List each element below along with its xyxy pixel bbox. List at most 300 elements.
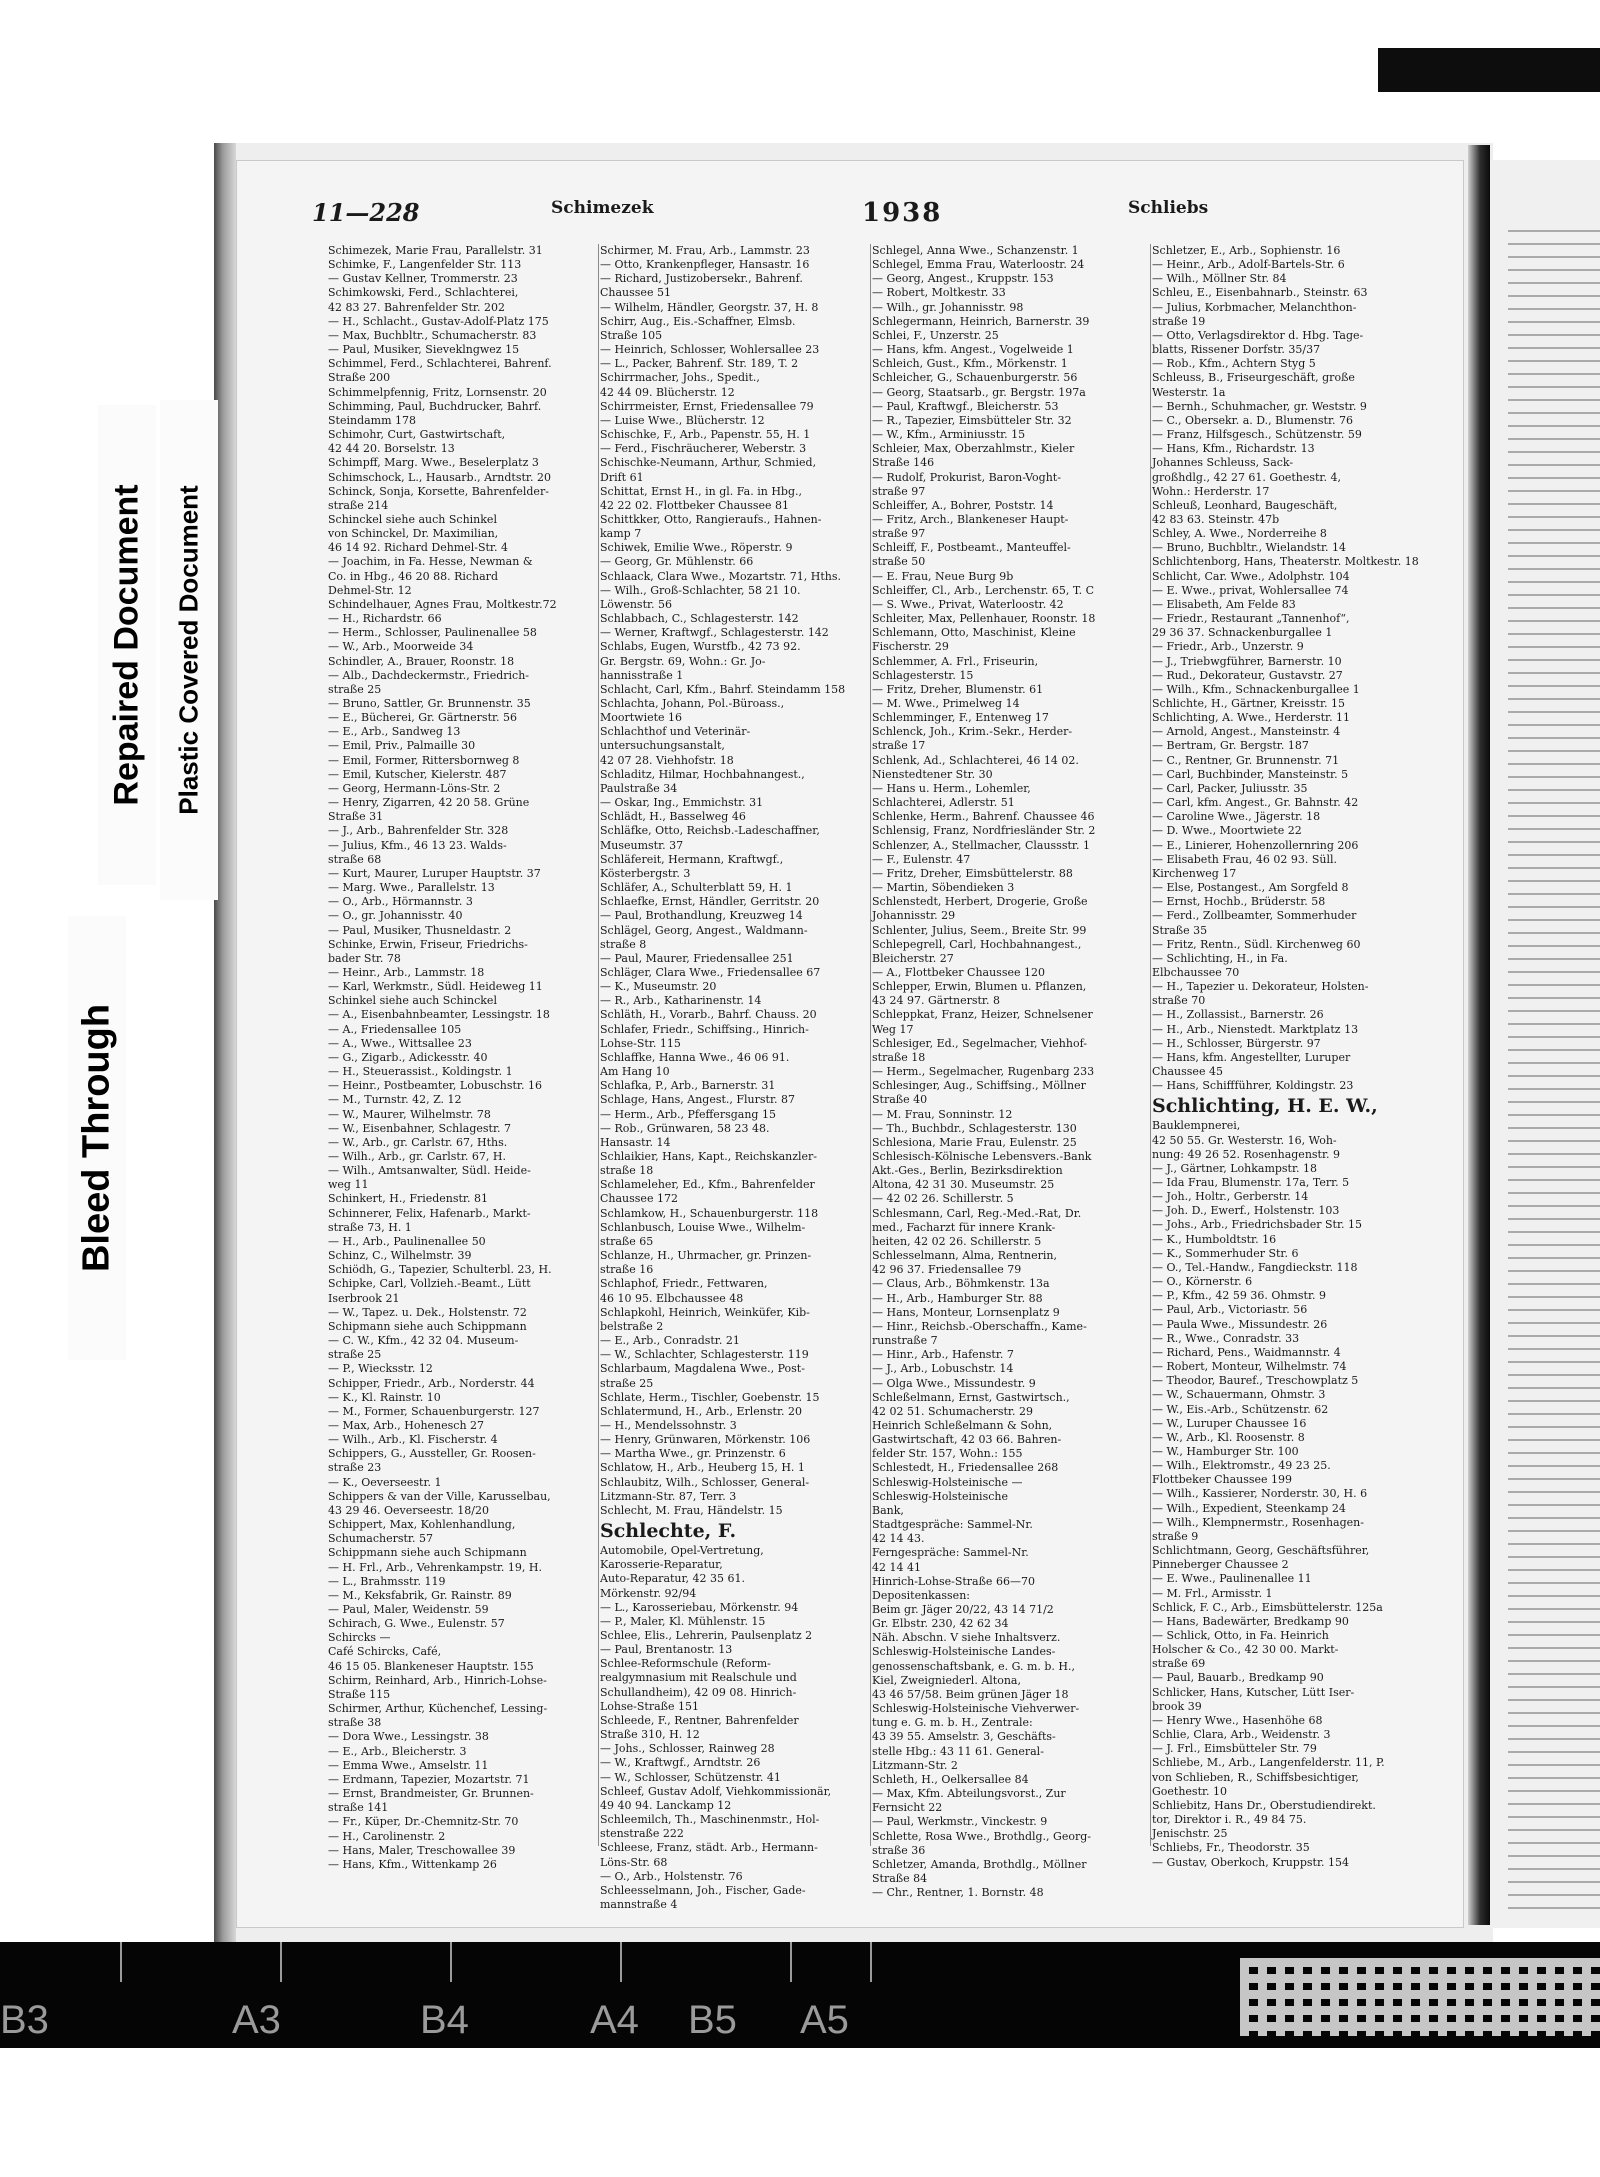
entry-line: — Fritz, Rentn., Südl. Kirchenweg 60 xyxy=(1152,937,1361,951)
bleed-through-label: Bleed Through xyxy=(75,1003,118,1273)
entry-line: — Hans, kfm. Angestellter, Luruper xyxy=(1152,1050,1351,1064)
entry-line: — Hinr., Reichsb.-Oberschaffn., Kame- xyxy=(872,1319,1087,1333)
entry-line: Schlicht, Car. Wwe., Adolphstr. 104 xyxy=(1152,569,1350,583)
entry-line: 49 40 94. Lanckamp 12 xyxy=(600,1798,732,1812)
entry-line: — Richard, Justizobersekr., Bahrenf. xyxy=(600,272,803,286)
entry-line: — H., Schlacht., Gustav-Adolf-Platz 175 xyxy=(328,314,549,328)
entry-line: Schletzer, E., Arb., Sophienstr. 16 xyxy=(1152,244,1341,257)
entry-line: — Georg, Hermann-Löns-Str. 2 xyxy=(328,781,501,795)
entry-line: — Otto, Verlagsdirektor d. Hbg. Tage- xyxy=(1152,328,1364,342)
entry-line: — H., Steuerassist., Koldingstr. 1 xyxy=(328,1065,513,1079)
entry-line: straße 25 xyxy=(328,682,382,696)
entry-line: Schlicker, Hans, Kutscher, Lütt Iser- xyxy=(1152,1685,1355,1699)
entry-line: Straße 31 xyxy=(328,810,384,824)
entry-line: Schleiffer, A., Bohrer, Poststr. 14 xyxy=(872,498,1054,512)
entry-line: — R., Arb., Katharinenstr. 14 xyxy=(600,994,762,1008)
entry-line: — F., Eulenstr. 47 xyxy=(872,852,971,866)
entry-line: Co. in Hbg., 46 20 88. Richard xyxy=(328,569,498,583)
ruler-tick xyxy=(280,1942,282,1982)
entry-line: — W., Schlachter, Schlagesterstr. 119 xyxy=(600,1348,809,1362)
entry-line: — Julius, Kfm., 46 13 23. Walds- xyxy=(328,838,507,852)
entry-line: — Fr., Küper, Dr.-Chemnitz-Str. 70 xyxy=(328,1815,519,1829)
entry-line: — Wilh., Arb., gr. Carlstr. 67, H. xyxy=(328,1150,506,1163)
entry-line: straße 68 xyxy=(328,852,382,866)
entry-line: Löwenstr. 56 xyxy=(600,597,673,611)
entry-line: Litzmann-Str. 2 xyxy=(872,1758,958,1772)
entry-line: Straße 35 xyxy=(1152,923,1208,937)
entry-line: — Franz, Hilfsgesch., Schützenstr. 59 xyxy=(1152,428,1362,442)
entry-line: Fischerstr. 29 xyxy=(872,640,949,654)
entry-line: Schlate, Herm., Tischler, Goebenstr. 15 xyxy=(600,1390,820,1404)
entry-line: Schlägel, Georg, Angest., Waldmann- xyxy=(600,923,808,937)
entry-line: — L., Packer, Bahrenf. Str. 189, T. 2 xyxy=(600,357,799,371)
entry-line: — C. W., Kfm., 42 32 04. Museum- xyxy=(328,1334,519,1348)
entry-line: — Joh., Holtr., Gerberstr. 14 xyxy=(1152,1190,1309,1204)
entry-line: straße 38 xyxy=(328,1716,382,1730)
entry-line: Schinke, Erwin, Friseur, Friedrichs- xyxy=(328,937,528,951)
entry-line: Schimohr, Curt, Gastwirtschaft, xyxy=(328,428,506,442)
entry-line: realgymnasium mit Realschule und xyxy=(600,1671,797,1685)
entry-line: — W., Kraftwgf., Arndtstr. 26 xyxy=(600,1756,761,1770)
header-year: 1938 xyxy=(862,198,943,228)
entry-line: Karosserie-Reparatur, xyxy=(600,1558,723,1572)
entry-line: Heinrich Schleßelmann & Sohn, xyxy=(872,1418,1053,1432)
entry-line: Schliebitz, Hans Dr., Oberstudiendirekt. xyxy=(1152,1798,1376,1812)
entry-line: 42 44 20. Borselstr. 13 xyxy=(328,442,455,456)
entry-line: straße 25 xyxy=(328,1348,382,1362)
entry-line: Schlafer, Friedr., Schiffsing., Hinrich- xyxy=(600,1022,809,1036)
entry-line: Schläfer, A., Schulterblatt 59, H. 1 xyxy=(600,881,793,895)
entry-line: straße 19 xyxy=(1152,314,1206,328)
entry-line: — Henry, Grünwaren, Mörkenstr. 106 xyxy=(600,1433,811,1447)
plastic-covered-tag xyxy=(160,400,218,900)
entry-line: 43 29 46. Oeverseestr. 18/20 xyxy=(328,1503,489,1517)
entry-line: — Caroline Wwe., Jägerstr. 18 xyxy=(1152,810,1321,824)
entry-line: — Wilh., Kfm., Schnackenburgallee 1 xyxy=(1152,682,1360,696)
header-keyword-left: Schimezek xyxy=(551,198,654,218)
entry-line: straße 69 xyxy=(1152,1657,1206,1671)
entry-line: — Paul, Maurer, Friedensallee 251 xyxy=(600,951,794,965)
entry-line: 43 46 57/58. Beim grünen Jäger 18 xyxy=(872,1687,1069,1701)
entry-line: Schlabbach, C., Schlagesterstr. 142 xyxy=(600,612,799,626)
entry-line: Schleicher, G., Schauenburgerstr. 56 xyxy=(872,371,1078,385)
entry-line: — Hans, Kfm., Richardstr. 13 xyxy=(1152,442,1315,456)
entry-line: mannstraße 4 xyxy=(600,1897,678,1911)
entry-line: Schlachterei, Adlerstr. 51 xyxy=(872,796,1015,810)
entry-line: Straße 310, H. 12 xyxy=(600,1728,700,1742)
entry-line: — J. Frl., Eimsbütteler Str. 79 xyxy=(1152,1742,1317,1756)
entry-line: Chaussee 51 xyxy=(600,286,671,300)
entry-line: Schlestedt, H., Friedensallee 268 xyxy=(872,1461,1059,1475)
entry-line: Schumacherstr. 57 xyxy=(328,1532,433,1546)
entry-line: — Werner, Kraftwgf., Schlagesterstr. 142 xyxy=(600,626,829,640)
entry-line: Schlesmann, Carl, Reg.-Med.-Rat, Dr. xyxy=(872,1206,1082,1220)
entry-line: straße 17 xyxy=(872,739,926,753)
entry-line: — Luise Wwe., Blücherstr. 12 xyxy=(600,413,765,427)
entry-line: Schimschock, L., Hausarb., Arndtstr. 20 xyxy=(328,470,551,484)
entry-line: — Georg, Angest., Kruppstr. 153 xyxy=(872,272,1054,286)
entry-line: 42 83 63. Steinstr. 47b xyxy=(1152,512,1280,526)
entry-line: Johannisstr. 29 xyxy=(872,909,956,923)
entry-line: Straße 40 xyxy=(872,1093,928,1107)
entry-line: straße 23 xyxy=(328,1461,382,1475)
entry-line: — Hans, Badewärter, Bredkamp 90 xyxy=(1152,1614,1349,1628)
entry-line: Schlemminger, F., Entenweg 17 xyxy=(872,711,1049,725)
entry-line: — Friedr., Arb., Unzerstr. 9 xyxy=(1152,640,1304,654)
entry-line: Schlee-Reformschule (Reform- xyxy=(600,1657,771,1671)
entry-line: — W., Tapez. u. Dek., Holstenstr. 72 xyxy=(328,1305,527,1319)
entry-line: Hansastr. 14 xyxy=(600,1135,671,1149)
entry-line: — Ferd., Fischräucherer, Weberstr. 3 xyxy=(600,442,807,456)
entry-line: Schlichtmann, Georg, Geschäftsführer, xyxy=(1152,1544,1370,1558)
ruler-label: A3 xyxy=(232,1998,281,2042)
entry-line: Schlenck, Joh., Krim.-Sekr., Herder- xyxy=(872,725,1073,739)
entry-line: — Paul, Werkmstr., Vinckestr. 9 xyxy=(872,1815,1048,1829)
entry-line: stenstraße 222 xyxy=(600,1827,684,1841)
entry-line: Straße 84 xyxy=(872,1871,928,1885)
ruler-tick xyxy=(620,1942,622,1982)
entry-line: — H., Arb., Paulinenallee 50 xyxy=(328,1234,486,1248)
entry-line: Schladitz, Hilmar, Hochbahnangest., xyxy=(600,767,805,781)
entry-line: Schlenke, Herm., Bahrenf. Chaussee 46 xyxy=(872,810,1095,824)
entry-line: Schlick, F. C., Arb., Eimsbüttelerstr. 125a xyxy=(1152,1600,1383,1614)
entry-line: — Th., Buchbdr., Schlagesterstr. 130 xyxy=(872,1121,1077,1135)
entry-line: 42 50 55. Gr. Westerstr. 16, Woh- xyxy=(1152,1133,1337,1147)
entry-line: Pinneberger Chaussee 2 xyxy=(1152,1558,1289,1572)
page-number: 11—228 xyxy=(312,198,420,227)
entry-line: 46 15 05. Blankeneser Hauptstr. 155 xyxy=(328,1659,534,1673)
entry-line: Litzmann-Str. 87, Terr. 3 xyxy=(600,1489,737,1503)
entry-line: Schläth, H., Vorarb., Bahrf. Chauss. 20 xyxy=(600,1008,817,1022)
entry-line: — J., Arb., Lobuschstr. 14 xyxy=(872,1362,1014,1376)
ruler-check-pattern xyxy=(1240,1958,1600,2036)
entry-line: — Henry, Zigarren, 42 20 58. Grüne xyxy=(328,796,530,810)
entry-line: — Robert, Monteur, Wilhelmstr. 74 xyxy=(1152,1360,1347,1374)
corner-black-band xyxy=(1378,48,1600,92)
entry-line: Akt.-Ges., Berlin, Bezirksdirektion xyxy=(872,1164,1063,1178)
entry-line: — Martha Wwe., gr. Prinzenstr. 6 xyxy=(600,1447,786,1461)
entry-line: Fernsicht 22 xyxy=(872,1801,943,1815)
entry-line: Schlädt, H., Basselweg 46 xyxy=(600,810,746,824)
entry-line: — Arnold, Angest., Mansteinstr. 4 xyxy=(1152,725,1341,739)
entry-line: 42 83 27. Bahrenfelder Str. 202 xyxy=(328,300,505,314)
entry-line: Westerstr. 1a xyxy=(1152,385,1226,399)
entry-line: Schirm, Reinhard, Arb., Hinrich-Lohse- xyxy=(328,1673,547,1687)
entry-line: Schlaefke, Ernst, Händler, Gerritstr. 20 xyxy=(600,895,820,909)
entry-line: — E. Wwe., Paulinenallee 11 xyxy=(1152,1572,1312,1586)
entry-line: Schleiter, Max, Pellenhauer, Roonstr. 18 xyxy=(872,612,1096,626)
entry-line: Schleese, Franz, städt. Arb., Hermann- xyxy=(600,1841,818,1855)
entry-line: — W., Arb., gr. Carlstr. 67, Hths. xyxy=(328,1135,508,1149)
entry-line: — Friedr., Restaurant „Tannenhof“, xyxy=(1152,612,1350,626)
entry-line: Schullandheim), 42 09 08. Hinrich- xyxy=(600,1685,797,1699)
entry-line: — Claus, Arb., Böhmkenstr. 13a xyxy=(872,1277,1050,1291)
page-header xyxy=(236,198,1464,232)
entry-line: — Paul, Musiker, Thusneldastr. 2 xyxy=(328,923,512,937)
entry-line: Schischke, F., Arb., Papenstr. 55, H. 1 xyxy=(600,428,811,442)
entry-line: Schindelhauer, Agnes Frau, Moltkestr.72 xyxy=(328,597,557,611)
entry-line: Schiwek, Emilie Wwe., Röperstr. 9 xyxy=(600,541,793,555)
entry-line: Schlaikier, Hans, Kapt., Reichskanzler- xyxy=(600,1150,818,1163)
entry-line: Schippmann siehe auch Schipmann xyxy=(328,1546,527,1560)
entry-line: — Paul, Bauarb., Bredkamp 90 xyxy=(1152,1671,1324,1685)
entry-line: — Theodor, Bauref., Treschowplatz 5 xyxy=(1152,1374,1359,1388)
entry-line: bader Str. 78 xyxy=(328,951,401,965)
adjacent-page-text xyxy=(1508,230,1600,1910)
entry-line: 42 14 41 xyxy=(872,1560,921,1574)
entry-line: straße 9 xyxy=(1152,1529,1199,1543)
entry-line: — W., Schlosser, Schützenstr. 41 xyxy=(600,1770,781,1784)
entry-line: Goethestr. 10 xyxy=(1152,1784,1228,1798)
ruler-label: B4 xyxy=(420,1998,469,2042)
entry-line: 42 22 02. Flottbeker Chaussee 81 xyxy=(600,498,790,512)
entry-line: Schlenstedt, Herbert, Drogerie, Große xyxy=(872,895,1088,909)
entry-line: Schlesiona, Marie Frau, Eulenstr. 25 xyxy=(872,1135,1077,1149)
entry-line: Schläger, Clara Wwe., Friedensallee 67 xyxy=(600,965,821,979)
entry-line: belstraße 2 xyxy=(600,1319,664,1333)
entry-line: genossenschaftsbank, e. G. m. b. H., xyxy=(872,1659,1076,1673)
entry-line: — M., Turnstr. 42, Z. 12 xyxy=(328,1093,462,1107)
entry-line: Schleier, Max, Oberzahlmstr., Kieler xyxy=(872,442,1075,456)
entry-line: Schleich, Gust., Kfm., Mörkenstr. 1 xyxy=(872,357,1068,371)
entry-line: Stadtgespräche: Sammel-Nr. xyxy=(872,1518,1033,1532)
entry-line: — L., Karosseriebau, Mörkenstr. 94 xyxy=(600,1600,799,1614)
entry-line: Schirach, G. Wwe., Eulenstr. 57 xyxy=(328,1617,505,1631)
entry-line: Schipmann siehe auch Schippmann xyxy=(328,1319,527,1333)
entry-line: Schlesisch-Kölnische Lebensvers.-Bank xyxy=(872,1150,1092,1163)
entry-line: Gr. Bergstr. 69, Wohn.: Gr. Jo- xyxy=(600,654,766,668)
entry-line: weg 11 xyxy=(328,1178,369,1192)
entry-line: Automobile, Opel-Vertretung, xyxy=(600,1544,764,1558)
entry-line: Jenischstr. 25 xyxy=(1152,1827,1228,1841)
entry-line: — P., Wiecksstr. 12 xyxy=(328,1362,433,1376)
entry-line: — Wilh., Kassierer, Norderstr. 30, H. 6 xyxy=(1152,1487,1368,1501)
entry-line: Gastwirtschaft, 42 03 66. Bahren- xyxy=(872,1433,1062,1447)
scale-ruler xyxy=(0,1942,1600,2048)
entry-line: straße 141 xyxy=(328,1801,389,1815)
entry-line: — A., Flottbeker Chaussee 120 xyxy=(872,965,1045,979)
entry-line: Schinkel siehe auch Schinckel xyxy=(328,994,497,1008)
entry-line: Kiel, Zweigniederl. Altona, xyxy=(872,1673,1021,1687)
entry-line: Schlatermund, H., Arb., Erlenstr. 20 xyxy=(600,1404,803,1418)
entry-line: hannisstraße 1 xyxy=(600,668,684,682)
entry-line: Iserbrook 21 xyxy=(328,1291,400,1305)
entry-line: — E., Arb., Conradstr. 21 xyxy=(600,1334,740,1348)
entry-line: untersuchungsanstalt, xyxy=(600,739,725,753)
entry-line: — W., Kfm., Arminiusstr. 15 xyxy=(872,428,1026,442)
entry-line: — Hans, Kfm., Wittenkamp 26 xyxy=(328,1857,497,1871)
entry-line: — Paula Wwe., Missundestr. 26 xyxy=(1152,1317,1328,1331)
entry-line: — E., Bücherei, Gr. Gärtnerstr. 56 xyxy=(328,711,518,725)
ruler-label: B5 xyxy=(688,1998,737,2042)
entry-line: Schlenter, Julius, Seem., Breite Str. 99 xyxy=(872,923,1087,937)
entry-line: Schipper, Friedr., Arb., Norderstr. 44 xyxy=(328,1376,535,1390)
entry-line: Schleemilch, Th., Maschinenmstr., Hol- xyxy=(600,1813,820,1827)
entry-line: — K., Sommerhuder Str. 6 xyxy=(1152,1246,1299,1260)
entry-line: — M. Frau, Sonninstr. 12 xyxy=(872,1107,1013,1121)
entry-line: Altona, 42 31 30. Museumstr. 25 xyxy=(872,1178,1055,1192)
entry-line: — Ernst, Brandmeister, Gr. Brunnen- xyxy=(328,1787,534,1801)
entry-line: Schirr, Aug., Eis.-Schaffner, Elmsb. xyxy=(600,314,796,328)
entry-line: Schlaphof, Friedr., Fettwaren, xyxy=(600,1277,768,1291)
entry-line: — J., Triebwgführer, Barnerstr. 10 xyxy=(1152,654,1342,668)
entry-line: straße 70 xyxy=(1152,994,1206,1008)
entry-line: Depositenkassen: xyxy=(872,1588,970,1602)
entry-line: Schlaubitz, Wilh., Schlosser, General- xyxy=(600,1475,810,1489)
entry-line: Schinnerer, Felix, Hafenarb., Markt- xyxy=(328,1206,531,1220)
entry-line: Schlepper, Erwin, Blumen u. Pflanzen, xyxy=(872,980,1087,994)
entry-line: straße 73, H. 1 xyxy=(328,1220,412,1234)
entry-line: Chaussee 45 xyxy=(1152,1065,1223,1079)
entry-line: — W., Hamburger Str. 100 xyxy=(1152,1444,1299,1458)
entry-line: — Joachim, in Fa. Hesse, Newman & xyxy=(328,555,533,569)
entry-line: 29 36 37. Schnackenburgallee 1 xyxy=(1152,626,1333,640)
entry-line: Straße 146 xyxy=(872,456,935,470)
entry-line: Schippers, G., Aussteller, Gr. Roosen- xyxy=(328,1447,536,1461)
entry-line: — H., Arb., Hamburger Str. 88 xyxy=(872,1291,1043,1305)
entry-line: — Richard, Pens., Waidmannstr. 4 xyxy=(1152,1345,1341,1359)
entry-line: — Ferd., Zollbeamter, Sommerhuder xyxy=(1152,909,1357,923)
entry-line: Schlichting, H. E. W., xyxy=(1152,1095,1378,1118)
entry-line: — Wilh., Möllner Str. 84 xyxy=(1152,272,1287,286)
entry-line: — S. Wwe., Privat, Waterloostr. 42 xyxy=(872,597,1064,611)
entry-line: — M. Frl., Armisstr. 1 xyxy=(1152,1586,1273,1600)
entry-line: Schlenzer, A., Stellmacher, Claussstr. 1 xyxy=(872,838,1090,852)
entry-line: — W., Maurer, Wilhelmstr. 78 xyxy=(328,1107,491,1121)
entry-line: felder Str. 157, Wohn.: 155 xyxy=(872,1447,1023,1461)
entry-line: — Alb., Dachdeckermstr., Friedrich- xyxy=(328,668,529,682)
entry-line: — Rudolf, Prokurist, Baron-Voght- xyxy=(872,470,1061,484)
header-keyword-right: Schliebs xyxy=(1128,198,1209,218)
entry-line: Schlabs, Eugen, Wurstfb., 42 73 92. xyxy=(600,640,801,654)
entry-line: — Bruno, Buchbltr., Wielandstr. 14 xyxy=(1152,541,1347,555)
entry-line: Museumstr. 37 xyxy=(600,838,684,852)
listing-column-3 xyxy=(872,244,1150,1900)
entry-line: — K., Museumstr. 20 xyxy=(600,980,717,994)
entry-line: — P., Kfm., 42 59 36. Ohmstr. 9 xyxy=(1152,1289,1326,1303)
entry-line: Bauklempnerei, xyxy=(1152,1119,1241,1133)
entry-line: Schleede, F., Rentner, Bahrenfelder xyxy=(600,1713,799,1727)
entry-line: — W., Schauermann, Ohmstr. 3 xyxy=(1152,1388,1326,1402)
listing-column-1 xyxy=(328,244,598,1871)
entry-line: Kirchenweg 17 xyxy=(1152,866,1237,880)
entry-line: Auto-Reparatur, 42 35 61. xyxy=(600,1572,746,1586)
entry-line: Näh. Abschn. V siehe Inhaltsverz. xyxy=(872,1631,1061,1645)
entry-line: Schinkert, H., Friedenstr. 81 xyxy=(328,1192,488,1206)
entry-line: Schlichtenborg, Hans, Theaterstr. Moltkestr. 18 xyxy=(1152,555,1419,569)
entry-line: Schlameleher, Ed., Kfm., Bahrenfelder xyxy=(600,1178,815,1192)
entry-line: — P., Maler, Kl. Mühlenstr. 15 xyxy=(600,1614,766,1628)
entry-line: 46 14 92. Richard Dehmel-Str. 4 xyxy=(328,541,508,555)
entry-line: Straße 200 xyxy=(328,371,391,385)
entry-line: Schipke, Carl, Vollzieh.-Beamt., Lütt xyxy=(328,1277,531,1291)
entry-line: — Marg. Wwe., Parallelstr. 13 xyxy=(328,881,495,895)
entry-line: Schlei, F., Unzerstr. 25 xyxy=(872,328,999,342)
entry-line: — H., Schlosser, Bürgerstr. 97 xyxy=(1152,1036,1321,1050)
entry-line: Schliebs, Fr., Theodorstr. 35 xyxy=(1152,1841,1310,1855)
entry-line: 42 96 37. Friedensallee 79 xyxy=(872,1263,1022,1277)
entry-line: straße 97 xyxy=(872,527,926,541)
entry-line: — K., Humboldtstr. 16 xyxy=(1152,1232,1277,1246)
entry-line: Schlemmer, A. Frl., Friseurin, xyxy=(872,654,1039,668)
entry-line: — Elisabeth Frau, 46 02 93. Süll. xyxy=(1152,852,1337,866)
repaired-document-tag xyxy=(98,405,156,885)
entry-line: — Elisabeth, Am Felde 83 xyxy=(1152,597,1296,611)
entry-line: Schleswig-Holsteinische Landes- xyxy=(872,1645,1056,1659)
entry-line: Schleswig-Holsteinische Viehverwer- xyxy=(872,1702,1080,1716)
entry-line: Am Hang 10 xyxy=(600,1065,670,1079)
entry-line: Schleiff, F., Postbeamt., Manteuffel- xyxy=(872,541,1071,555)
entry-line: straße 50 xyxy=(872,555,926,569)
entry-line: Schiödh, G., Tapezier, Schulterbl. 23, H. xyxy=(328,1263,552,1277)
entry-line: Lohse-Straße 151 xyxy=(600,1699,700,1713)
entry-line: Schischke-Neumann, Arthur, Schmied, xyxy=(600,456,817,470)
entry-line: — Bertram, Gr. Bergstr. 187 xyxy=(1152,739,1309,753)
entry-line: — 42 02 26. Schillerstr. 5 xyxy=(872,1192,1014,1206)
entry-line: — Herm., Segelmacher, Rugenbarg 233 xyxy=(872,1065,1095,1079)
bleed-through-tag xyxy=(68,916,126,1360)
entry-line: — Karl, Werkmstr., Südl. Heideweg 11 xyxy=(328,980,543,994)
entry-line: 46 10 95. Elbchaussee 48 xyxy=(600,1291,744,1305)
entry-line: straße 25 xyxy=(600,1376,654,1390)
entry-line: stelle Hbg.: 43 11 61. General- xyxy=(872,1744,1044,1758)
entry-line: — Gustav Kellner, Trommerstr. 23 xyxy=(328,272,518,286)
entry-line: — Dora Wwe., Lessingstr. 38 xyxy=(328,1730,489,1744)
entry-line: Schlette, Rosa Wwe., Brothdlg., Georg- xyxy=(872,1829,1091,1843)
entry-line: — Schlichting, H., in Fa. xyxy=(1152,951,1288,965)
entry-line: — C., Obersekr. a. D., Blumenstr. 76 xyxy=(1152,413,1353,427)
entry-line: Schlie, Clara, Arb., Weidenstr. 3 xyxy=(1152,1728,1331,1742)
entry-line: Schlaack, Clara Wwe., Mozartstr. 71, Hths. xyxy=(600,569,842,583)
entry-line: — Fritz, Arch., Blankeneser Haupt- xyxy=(872,512,1069,526)
entry-line: — H., Carolinenstr. 2 xyxy=(328,1829,446,1843)
entry-line: von Schinckel, Dr. Maximilian, xyxy=(328,527,499,541)
entry-line: Schlapkohl, Heinrich, Weinküfer, Kib- xyxy=(600,1305,810,1319)
entry-line: Schlagesterstr. 15 xyxy=(872,668,974,682)
entry-line: — R., Wwe., Conradstr. 33 xyxy=(1152,1331,1300,1345)
entry-line: Schirrmeister, Ernst, Friedensallee 79 xyxy=(600,399,814,413)
ruler-label: A4 xyxy=(590,1998,639,2042)
entry-line: — E. Wwe., privat, Wohlersallee 74 xyxy=(1152,583,1349,597)
entry-line: Schlesselmann, Alma, Rentnerin, xyxy=(872,1249,1057,1263)
entry-line: — Emil, Former, Rittersbornweg 8 xyxy=(328,753,520,767)
entry-line: heiten, 42 02 26. Schillerstr. 5 xyxy=(872,1234,1042,1248)
entry-line: Schleswig-Holsteinische xyxy=(872,1489,1008,1503)
entry-line: Schläfke, Otto, Reichsb.-Ladeschaffner, xyxy=(600,824,820,838)
entry-line: straße 214 xyxy=(328,498,389,512)
entry-line: — Fritz, Dreher, Blumenstr. 61 xyxy=(872,682,1044,696)
entry-line: Schlemann, Otto, Maschinist, Kleine xyxy=(872,626,1076,640)
entry-line: Schindler, A., Brauer, Roonstr. 18 xyxy=(328,654,515,668)
entry-line: straße 16 xyxy=(600,1263,654,1277)
entry-line: Beim gr. Jäger 20/22, 43 14 71/2 xyxy=(872,1603,1054,1616)
entry-line: — Robert, Moltkestr. 33 xyxy=(872,286,1006,300)
entry-line: straße 18 xyxy=(600,1164,654,1178)
entry-line: — Paul, Maler, Weidenstr. 59 xyxy=(328,1603,489,1616)
entry-line: — Heinrich, Schlosser, Wohlersallee 23 xyxy=(600,343,820,357)
entry-line: Schlechte, F. xyxy=(600,1520,737,1543)
entry-line: straße 36 xyxy=(872,1843,926,1857)
entry-line: — Gustav, Oberkoch, Kruppstr. 154 xyxy=(1152,1855,1349,1869)
entry-line: 42 07 28. Viehhofstr. 18 xyxy=(600,753,734,767)
entry-line: — Johs., Schlosser, Rainweg 28 xyxy=(600,1742,775,1756)
entry-line: — Rud., Dekorateur, Gustavstr. 27 xyxy=(1152,668,1343,682)
entry-line: Moortwiete 16 xyxy=(600,711,683,725)
entry-line: Schleuss, B., Friseurgeschäft, große xyxy=(1152,371,1355,385)
entry-line: — Carl, Packer, Juliusstr. 35 xyxy=(1152,781,1308,795)
entry-line: — Otto, Krankenpfleger, Hansastr. 16 xyxy=(600,258,810,272)
entry-line: — Hans, Schiffführer, Koldingstr. 23 xyxy=(1152,1079,1354,1093)
